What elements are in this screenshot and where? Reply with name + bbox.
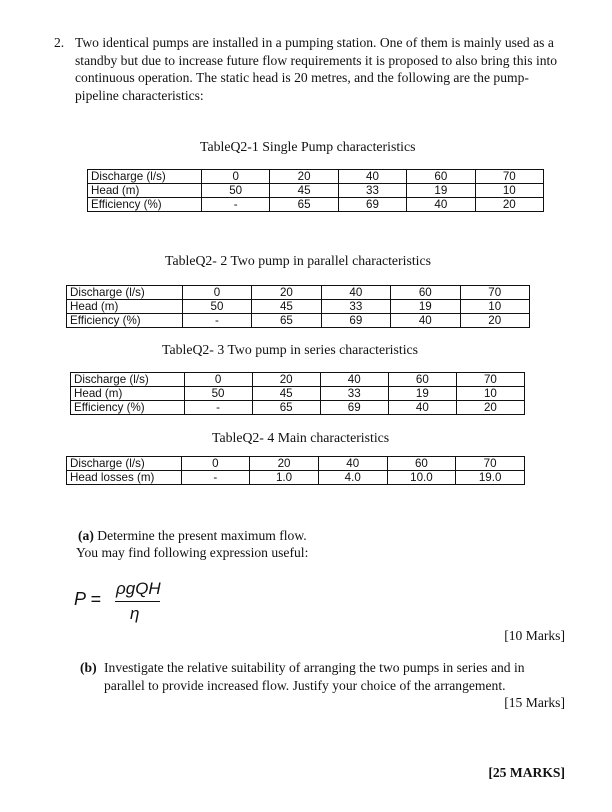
table-cell: 40	[407, 198, 475, 212]
table-caption-1: TableQ2-1 Single Pump characteristics	[200, 139, 416, 154]
table-row	[71, 401, 525, 415]
table-cell: 33	[338, 184, 406, 198]
table-cell: 20	[250, 457, 319, 471]
table-parallel-pumps	[66, 285, 530, 328]
table-cell: 40	[320, 373, 388, 387]
table-cell: 69	[320, 401, 388, 415]
row-label: Head losses (m)	[67, 471, 182, 485]
row-label: Head (m)	[88, 184, 202, 198]
table-row	[71, 387, 525, 401]
table-caption-2: TableQ2- 2 Two pump in parallel characteristics	[165, 253, 431, 268]
formula-lhs: P =	[74, 589, 101, 609]
table-cell: 1.0	[250, 471, 319, 485]
table-cell: 20	[475, 198, 543, 212]
table-cell: 70	[475, 170, 543, 184]
table-cell: -	[182, 314, 251, 328]
table-cell: 60	[388, 373, 456, 387]
total-marks: [25 MARKS]	[488, 765, 565, 780]
table-cell: 45	[270, 184, 338, 198]
table-caption-3: TableQ2- 3 Two pump in series characteristics	[162, 342, 419, 357]
table-row	[88, 198, 544, 212]
table-cell: 33	[320, 387, 388, 401]
part-a-marks: [10 Marks]	[504, 628, 565, 643]
table-cell: 40	[391, 314, 460, 328]
table-cell: 45	[252, 300, 321, 314]
table-cell: 20	[456, 401, 524, 415]
table-main-characteristics	[66, 456, 525, 485]
row-label: Discharge (l/s)	[71, 373, 185, 387]
question-number: 2.	[54, 35, 65, 50]
formula-fraction-bar	[115, 601, 160, 602]
table-cell: 70	[456, 457, 525, 471]
row-label: Head (m)	[71, 387, 185, 401]
part-a-hint: You may find following expression useful:	[76, 545, 309, 560]
row-label: Discharge (l/s)	[67, 457, 182, 471]
table-cell: 4.0	[318, 471, 387, 485]
table-row	[67, 286, 530, 300]
table-cell: 0	[181, 457, 250, 471]
table-cell: 40	[321, 286, 390, 300]
table-cell: 19	[407, 184, 475, 198]
row-label: Efficiency (%)	[71, 401, 185, 415]
part-a-text: Determine the present maximum flow.	[97, 528, 307, 543]
table-cell: 60	[407, 170, 475, 184]
table-cell: 40	[318, 457, 387, 471]
table-row	[71, 373, 525, 387]
table-cell: 0	[184, 373, 252, 387]
table-cell: 20	[460, 314, 529, 328]
row-label: Efficiency (%)	[67, 314, 183, 328]
question-text: Two identical pumps are installed in a pumping station. One of them is mainly used as a standby but due to increase future flow requirements it is proposed to also bring this into continuous operation. The static head is 20 metres, and the following are the pump-pipeline characteristics:	[75, 35, 558, 103]
table-cell: 20	[270, 170, 338, 184]
table-cell: 69	[338, 198, 406, 212]
table-cell: 20	[252, 373, 320, 387]
table-cell: 60	[391, 286, 460, 300]
table-row	[67, 314, 530, 328]
table-cell: 10	[456, 387, 524, 401]
formula-denominator: η	[130, 604, 140, 623]
table-cell: 65	[252, 314, 321, 328]
part-b-text: Investigate the relative suitability of arranging the two pumps in series and in parallel to provide increased flow. Justify your choice of the arrangement.	[104, 660, 525, 693]
row-label: Efficiency (%)	[88, 198, 202, 212]
table-cell: 60	[387, 457, 456, 471]
table-cell: 10.0	[387, 471, 456, 485]
table-cell: -	[184, 401, 252, 415]
table-cell: 50	[184, 387, 252, 401]
table-cell: -	[181, 471, 250, 485]
table-cell: 33	[321, 300, 390, 314]
formula-numerator: ρgQH	[116, 579, 161, 598]
table-series-pumps	[70, 372, 525, 415]
table-cell: 19.0	[456, 471, 525, 485]
row-label: Discharge (l/s)	[88, 170, 202, 184]
row-label: Discharge (l/s)	[67, 286, 183, 300]
table-cell: -	[202, 198, 270, 212]
table-cell: 65	[252, 401, 320, 415]
part-b-label: (b)	[80, 660, 97, 675]
table-cell: 50	[182, 300, 251, 314]
table-cell: 40	[388, 401, 456, 415]
table-cell: 65	[270, 198, 338, 212]
table-row	[67, 457, 525, 471]
table-cell: 69	[321, 314, 390, 328]
table-row	[88, 184, 544, 198]
table-caption-4: TableQ2- 4 Main characteristics	[212, 430, 390, 445]
table-single-pump	[87, 169, 544, 212]
table-cell: 45	[252, 387, 320, 401]
part-a-label: (a)	[78, 528, 94, 543]
table-cell: 10	[460, 300, 529, 314]
table-row	[88, 170, 544, 184]
table-cell: 40	[338, 170, 406, 184]
table-row	[67, 471, 525, 485]
table-cell: 50	[202, 184, 270, 198]
table-cell: 70	[456, 373, 524, 387]
table-cell: 20	[252, 286, 321, 300]
table-cell: 0	[202, 170, 270, 184]
table-cell: 70	[460, 286, 529, 300]
table-cell: 19	[388, 387, 456, 401]
table-cell: 0	[182, 286, 251, 300]
part-b-marks: [15 Marks]	[504, 695, 565, 710]
table-cell: 19	[391, 300, 460, 314]
table-row	[67, 300, 530, 314]
table-cell: 10	[475, 184, 543, 198]
part-a	[78, 527, 307, 545]
row-label: Head (m)	[67, 300, 183, 314]
